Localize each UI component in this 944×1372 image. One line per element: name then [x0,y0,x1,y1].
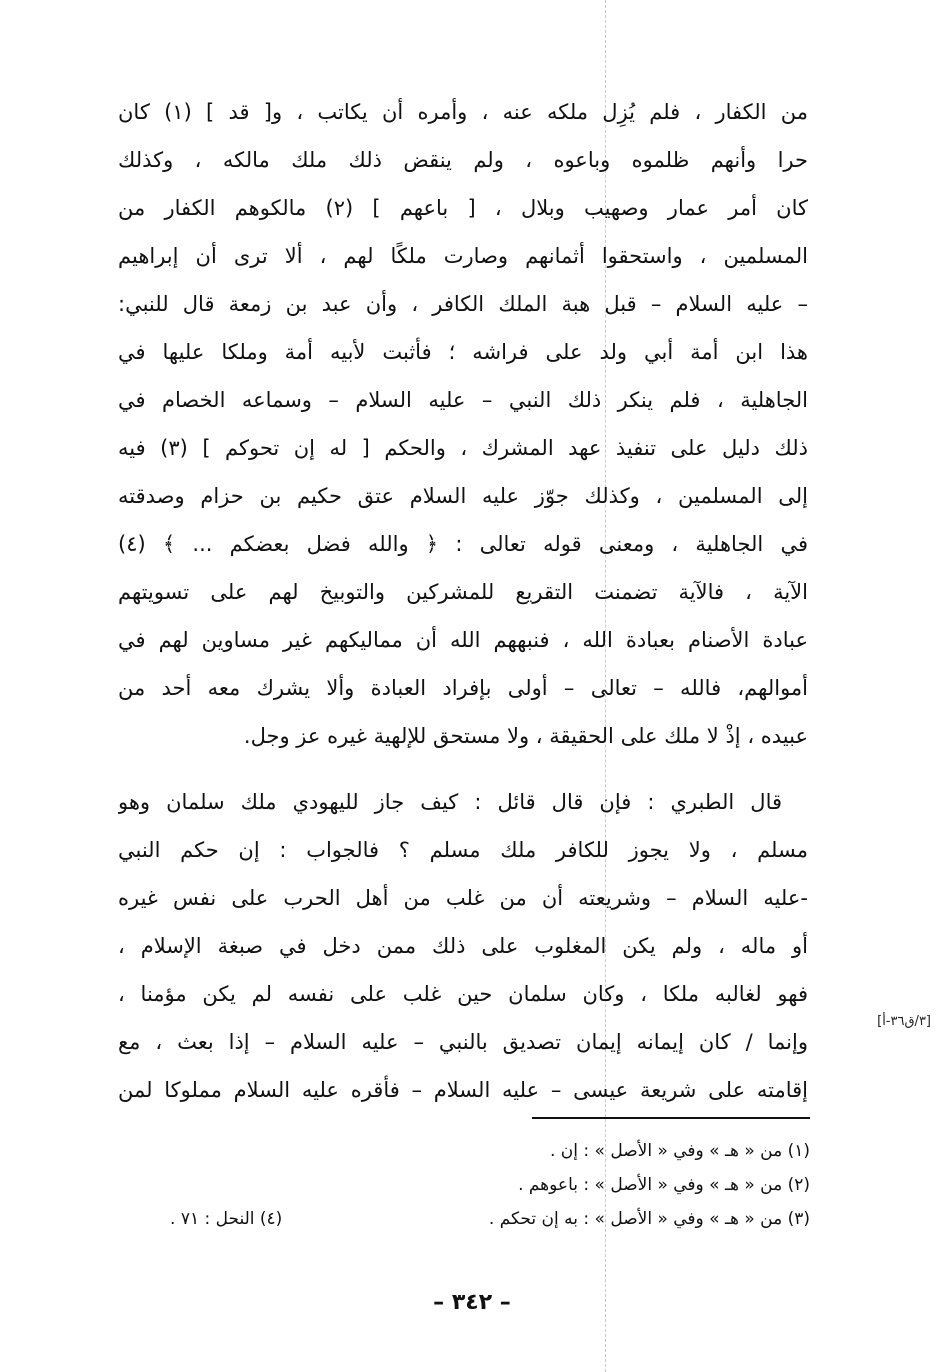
footnote-4: (٤) النحل : ٧١ . [170,1209,283,1229]
page-number: – ٣٤٢ – [433,1290,511,1315]
text-line: حرا وأنهم ظلموه وباعوه ، ولم ينقض ذلك ملك مالكه ، وكذلك [118,148,808,172]
footnote-divider [532,1117,810,1119]
paragraph-gap [118,760,808,778]
paragraph-2 [118,778,808,1114]
footnote-2: (٢) من « هـ » وفي « الأصل » : باعوهم . [518,1175,810,1195]
text-line: -عليه السلام – وشريعته أن من غلب من أهل الحرب على نفس غيره [118,886,808,910]
text-line: أو ماله ، ولم يكن المغلوب على ذلك ممن دخل في صبغة الإسلام ، [118,934,808,958]
text-line: الآية ، فالآية تضمنت التقريع للمشركين والتوبيخ لهم على تسويتهم [118,580,808,604]
footnote-1: (١) من « هـ » وفي « الأصل » : إن . [549,1141,810,1161]
text-line: كان أمر عمار وصهيب وبلال ، [ باعهم ] (٢) مالكوهم الكفار من [118,196,808,220]
footnote-row-3-4 [170,1202,810,1236]
text-line: عبيده ، إذْ لا ملك على الحقيقة ، ولا مستحق للإلهية غيره عز وجل. [243,724,808,748]
text-line: الجاهلية ، فلم ينكر ذلك النبي – عليه السلام – وسماعه الخصام في [118,388,808,412]
text-line: – عليه السلام – قبل هبة الملك الكافر ، وأن عبد بن زمعة قال للنبي: [118,292,808,316]
footnote-3: (٣) من « هـ » وفي « الأصل » : به إن تحكم . [488,1209,810,1229]
text-line: قال الطبري : فإن قال قائل : كيف جاز لليهودي ملك سلمان وهو [118,790,782,814]
text-line: المسلمين ، واستحقوا أثمانهم وصارت ملكًا لهم ، ألا ترى أن إبراهيم [118,244,808,268]
text-line: فهو لغالبه ملكا ، وكان سلمان حين غلب على نفسه لم يكن مؤمنا ، [118,982,808,1006]
text-line: في الجاهلية ، ومعنى قوله تعالى : ﴿ والله فضل بعضكم ... ﴾ (٤) [118,532,808,556]
paragraph-1 [118,88,808,760]
footnotes [170,1134,810,1236]
main-text [118,88,808,1114]
text-line: من الكفار ، فلم يُزِل ملكه عنه ، وأمره أن يكاتب ، و[ قد ] (١) كان [118,100,808,124]
text-line: مسلم ، ولا يجوز للكافر ملك مسلم ؟ فالجواب : إن حكم النبي [118,838,808,862]
text-line: هذا ابن أمة أبي ولد على فراشه ؛ فأثبت لأبيه أمة وملكا عليها في [118,340,808,364]
text-line: ذلك دليل على تنفيذ عهد المشرك ، والحكم [ له إن تحوكم ] (٣) فيه [118,436,808,460]
text-line: عبادة الأصنام بعبادة الله ، فنبههم الله أن مماليكهم غير مساوين لهم في [118,628,808,652]
text-line: أموالهم، فالله – تعالى – أولى بإفراد العبادة وألا يشرك معه أحد من [118,676,808,700]
manuscript-folio-note: [٣/ق٣٦-أ] [877,1014,931,1029]
text-line: إقامته على شريعة عيسى – عليه السلام – فأقره عليه السلام مملوكا لمن [118,1078,808,1102]
text-line: إلى المسلمين ، وكذلك جوّز عليه السلام عتق حكيم بن حزام وصدقته [118,484,808,508]
text-line: وإنما / كان إيمانه إيمان تصديق بالنبي – عليه السلام – إذا بعث ، مع [118,1030,808,1054]
